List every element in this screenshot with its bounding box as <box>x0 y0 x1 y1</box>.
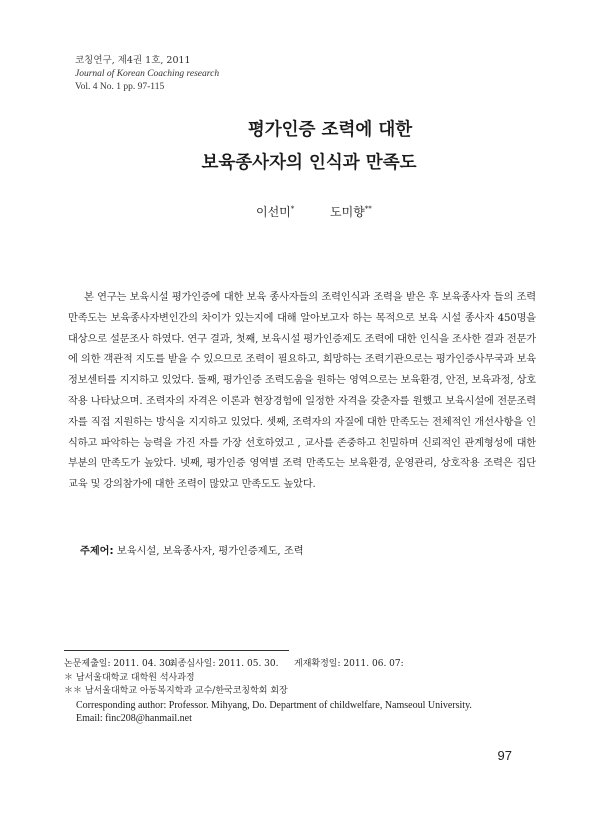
reviewed-date: 최종심사일: 2011. 05. 30. <box>169 659 279 669</box>
author-2-name: 도미향 <box>330 205 365 219</box>
accepted-date: 게재확정일: 2011. 06. 07: <box>294 659 404 669</box>
footnote-1: ＊ 남서울대학교 대학원 석사과정 <box>64 672 195 683</box>
author-2 <box>330 203 372 220</box>
journal-header <box>75 54 219 95</box>
title-line-1: 평가인증 조력에 대한 <box>247 120 413 140</box>
footnote-divider <box>64 650 289 651</box>
author-2-mark: ** <box>364 205 372 213</box>
keywords-label: 주제어: <box>80 546 114 557</box>
title-line-2: 보육종사자의 인식과 만족도 <box>201 153 417 173</box>
author-email: Email: finc208@hanmail.net <box>76 713 192 725</box>
abstract: 본 연구는 보육시설 평가인증에 대한 보육 종사자들의 조력인식과 조력을 받은 후 보육종사자 들의 조력만족도는 보육종사자변인간의 차이가 있는지에 대해 알아보고자 하는 목적으로 보육 시설 종사자 450명을 대상으로 설문조사 하였다. 연구 결과, 첫째, 보육시설 평가인증제도 조력에 대한 인식을 조사한 결과 전문가에 의한 객관적 지도를 받을 수 있으므로 조력이 필요하고, 희망하는 조력기관으로는 평가인증사무국과 보육정보센터를 지지하고 있었다. 둘째, 평가인증 조력도움을 원하는 영역으로는 보육환경, 안전, 보육과정, 상호작용 나타났으며. 조력자의 자격은 이론과 현장경험에 일정한 자격을 갖춘자를 원했고 보육시설에 전문조력자를 직접 지원하는 방식을 지지하고 있었다. 셋째, 조력자의 자질에 대한 만족도는 전체적인 개선사항을 인식하고 파악하는 능력을 가진 자를 가장 선호하였고 , 교사를 존중하고 친밀하며 신뢰적인 관계형성에 대한 부분의 만족도가 높았다. 넷째, 평가인증 영역별 조력 만족도는 보육환경, 운영관리, 상호작용 조력은 집단 교육 및 강의참가에 대한 조력이 많았고 만족도도 높았다. <box>68 292 536 491</box>
keywords-text: 보육시설, 보육종사자, 평가인증제도, 조력 <box>113 546 304 557</box>
corresponding-author: Corresponding author: Professor. Mihyang, Do. Department of childwelfare, Namseoul University. <box>76 699 472 711</box>
volume-info: Vol. 4 No. 1 pp. 97-115 <box>75 82 165 92</box>
author-1-mark: * <box>290 205 295 213</box>
keywords <box>80 542 304 557</box>
footnote-2: ＊＊ 남서울대학교 아동복지학과 교수/한국코칭학회 회장 <box>64 686 288 697</box>
received-date: 논문제출일: 2011. 04. 30. <box>64 659 174 669</box>
journal-name: Journal of Korean Coaching research <box>75 68 220 79</box>
journal-issue: 코칭연구, 제4권 1호, 2011 <box>75 55 191 66</box>
author-1 <box>256 203 294 220</box>
submission-dates <box>64 658 472 672</box>
author-1-name: 이선미 <box>256 205 291 219</box>
footnotes <box>64 658 472 726</box>
page-number: 97 <box>497 748 512 763</box>
